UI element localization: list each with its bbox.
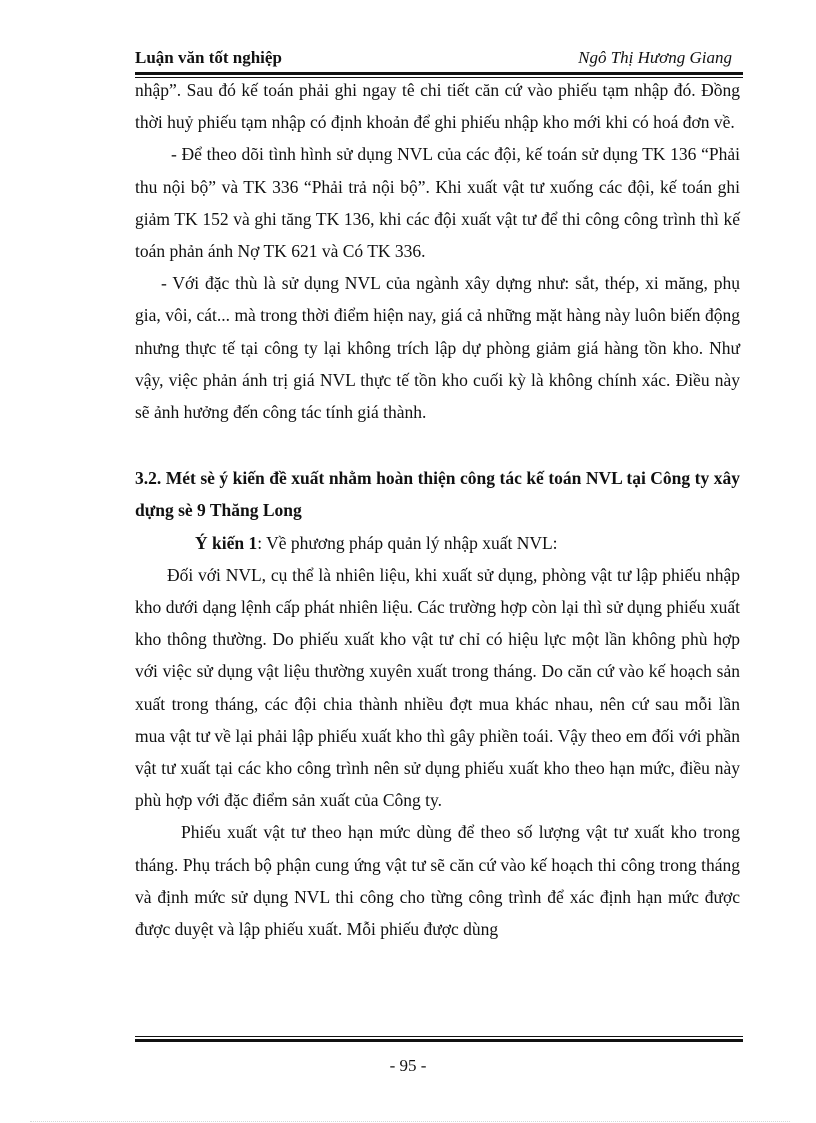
- page-number: - 95 -: [389, 1056, 427, 1075]
- footer-rule-thin: [135, 1036, 743, 1037]
- idea-label: Ý kiến 1: [195, 532, 258, 553]
- paragraph-issue-method: Đối với NVL, cụ thể là nhiên liệu, khi xuất sử dụng, phòng vật tư lập phiếu nhập kho dưới dạng lệnh cấp phát nhiên liệu. Các trường hợp còn lại thì sử dụng phiếu xuất kho thông thường. Do phiếu xuất kho vật tư chỉ có hiệu lực một lần không phù hợp với việc sử dụng vật liệu thường xuyên xuất trong tháng. Do căn cứ vào kế hoạch sản xuất trong tháng, các đội chia thành nhiều đợt mua khác nhau, nên cứ sau mỗi lần mua vật tư về lại phải lập phiếu xuất kho thì gây phiền toái. Vậy theo em đối với phần vật tư xuất tại các kho công trình nên sử dụng phiếu xuất kho theo hạn mức, điều này phù hợp với đặc điểm sản xuất của Công ty.: [135, 564, 740, 811]
- header-title: Luận văn tốt nghiệp: [135, 48, 282, 67]
- paragraph-internal-accounts: - Để theo dõi tình hình sử dụng NVL của các đội, kế toán sử dụng TK 136 “Phải thu nội bộ” và TK 336 “Phải trả nội bộ”. Khi xuất vật tư xuống các đội, kế toán ghi giảm TK 152 và ghi tăng TK 136, khi các đội xuất vật tư để thi công công trình thì kế toán phản ánh Nợ TK 621 và Có TK 336.: [135, 144, 740, 262]
- idea-text: : Về phương pháp quản lý nhập xuất NVL:: [257, 532, 558, 553]
- footer-rule: [135, 1039, 743, 1042]
- idea-heading: [135, 527, 740, 559]
- document-body: [135, 74, 740, 945]
- paragraph-continuation: nhập”. Sau đó kế toán phải ghi ngay tê chi tiết căn cứ vào phiếu tạm nhập đó. Đồng thời huỷ phiếu tạm nhập có định khoản để ghi phiếu nhập kho mới khi có hoá đơn về.: [135, 80, 740, 133]
- paragraph-gap: [135, 428, 740, 462]
- header-author: Ngô Thị Hương Giang: [578, 48, 732, 67]
- page-edge-dotted: [30, 1121, 790, 1122]
- section-heading: 3.2. Mét sè ý kiến đề xuất nhằm hoàn thiện công tác kế toán NVL tại Công ty xây dựng sè 9 Thăng Long: [135, 468, 740, 521]
- paragraph-inventory-provision: - Với đặc thù là sử dụng NVL của ngành xây dựng như: sắt, thép, xi măng, phụ gia, vôi, cát... mà trong thời điểm hiện nay, giá cả những mặt hàng này luôn biến động nhưng thực tế tại công ty lại không trích lập dự phòng giảm giá hàng tồn kho. Như vậy, việc phản ánh trị giá NVL thực tế tồn kho cuối kỳ là không chính xác. Điều này sẽ ảnh hưởng đến công tác tính giá thành.: [135, 273, 740, 423]
- paragraph-quota-slip: Phiếu xuất vật tư theo hạn mức dùng để theo số lượng vật tư xuất kho trong tháng. Phụ trách bộ phận cung ứng vật tư sẽ căn cứ vào kế hoạch thi công trong tháng và định mức sử dụng NVL thi công cho từng công trình để xác định hạn mức được được duyệt và lập phiếu xuất. Mỗi phiếu được dùng: [135, 822, 740, 940]
- page-header: [135, 48, 740, 72]
